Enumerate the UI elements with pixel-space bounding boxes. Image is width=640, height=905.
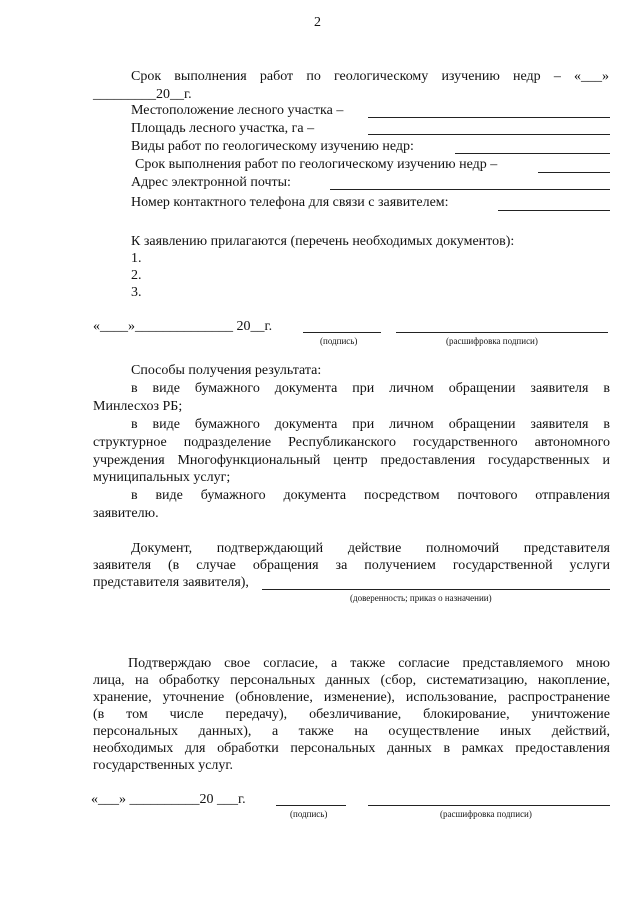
consent-line-3: хранение, уточнение (обновление, изменение), использование, распространение (93, 690, 610, 705)
representative-line-2: заявителя (в случае обращения за получением государственной услуги (93, 558, 610, 573)
representative-caption: (доверенность; приказ о назначении) (350, 593, 492, 603)
attachment-item-3: 3. (131, 285, 142, 300)
consent-line-6: необходимых для обработки персональных данных в рамках предоставления (93, 741, 610, 756)
location-field-label: Местоположение лесного участка – (131, 103, 344, 118)
signature2-date: «___» __________20 ___г. (91, 792, 246, 807)
result-option-2-line-4: муниципальных услуг; (93, 470, 231, 485)
location-field-line[interactable] (368, 117, 610, 118)
signature2-decode-line[interactable] (368, 805, 610, 806)
result-option-2-line-1: в виде бумажного документа при личном обращении заявителя в (131, 417, 610, 432)
signature2-sign-line[interactable] (276, 805, 346, 806)
work-term-field-label: Срок выполнения работ по геологическому изучению недр – (135, 157, 498, 172)
consent-line-5: персональных данных), а также на осуществление иных действий, (93, 724, 610, 739)
work-types-field-line[interactable] (455, 153, 610, 154)
result-option-1-line-2: Минлесхоз РБ; (93, 399, 183, 414)
phone-field-line[interactable] (498, 210, 610, 211)
page-number: 2 (314, 15, 321, 30)
signature1-sign-line[interactable] (303, 332, 381, 333)
phone-field-label: Номер контактного телефона для связи с заявителем: (131, 195, 449, 210)
consent-line-7: государственных услуг. (93, 758, 234, 773)
representative-document-line[interactable] (262, 589, 610, 590)
signature1-decode-line[interactable] (396, 332, 608, 333)
attachment-item-2: 2. (131, 268, 142, 283)
signature1-date: «____»______________ 20__г. (93, 319, 273, 334)
signature1-sign-caption: (подпись) (320, 336, 358, 346)
result-option-2-line-2: структурное подразделение Республиканского государственного автономного (93, 435, 610, 450)
email-field-label: Адрес электронной почты: (131, 175, 291, 190)
area-field-line[interactable] (368, 134, 610, 135)
result-option-2-line-3: учреждения Многофункциональный центр предоставления государственных и (93, 453, 610, 468)
email-field-line[interactable] (330, 189, 610, 190)
result-option-3-line-2: заявителю. (93, 506, 159, 521)
result-heading: Способы получения результата: (131, 363, 322, 378)
area-field-label: Площадь лесного участка, га – (131, 121, 315, 136)
signature2-decode-caption: (расшифровка подписи) (440, 809, 532, 819)
result-option-3-line-1: в виде бумажного документа посредством почтового отправления (131, 488, 610, 503)
attachments-heading: К заявлению прилагаются (перечень необходимых документов): (131, 234, 515, 249)
consent-line-4: (в том числе передачу), обезличивание, блокирование, уничтожение (93, 707, 610, 722)
representative-line-1: Документ, подтверждающий действие полномочий представителя (131, 541, 610, 556)
consent-line-2: лица, на обработку персональных данных (сбор, систематизацию, накопление, (93, 673, 610, 688)
representative-line-3: представителя заявителя), (93, 575, 249, 590)
consent-line-1: Подтверждаю свое согласие, а также согласие представляемого мною (128, 656, 610, 671)
attachment-item-1: 1. (131, 251, 142, 266)
result-option-1-line-1: в виде бумажного документа при личном обращении заявителя в (131, 381, 610, 396)
signature2-sign-caption: (подпись) (290, 809, 328, 819)
work-types-field-label: Виды работ по геологическому изучению недр: (131, 139, 414, 154)
term-line-1: Срок выполнения работ по геологическому изучению недр – «___» (131, 69, 609, 84)
signature1-decode-caption: (расшифровка подписи) (446, 336, 538, 346)
term-line-2: _________20__г. (93, 87, 192, 102)
work-term-field-line[interactable] (538, 172, 610, 173)
